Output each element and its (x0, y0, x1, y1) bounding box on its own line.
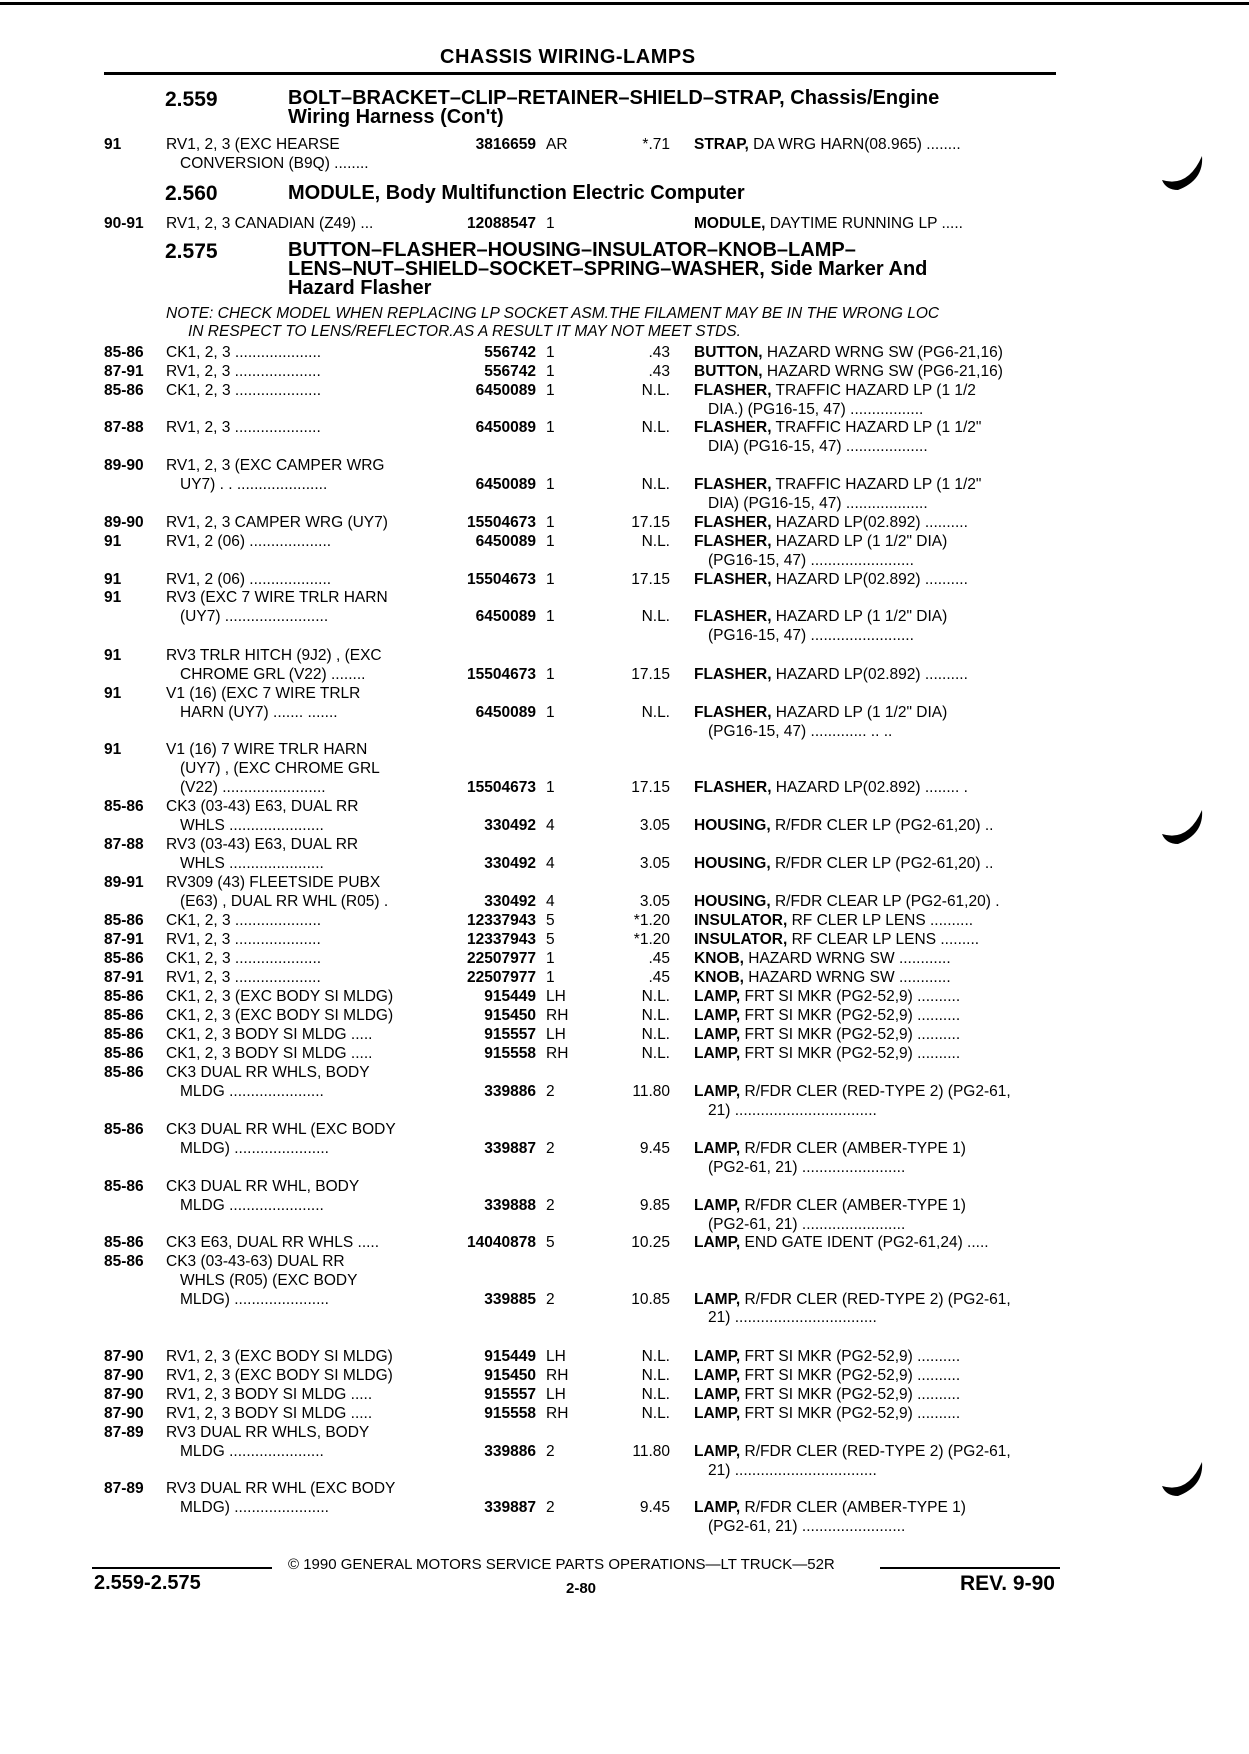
part-name: BUTTON, (694, 363, 763, 380)
model-years: 91 (104, 741, 122, 758)
price: N.L. (641, 988, 670, 1005)
model-years: 87-88 (104, 836, 144, 853)
description: LAMP, R/FDR CLER (RED-TYPE 2) (PG2-61, 21) ................................. (694, 1442, 1011, 1479)
part-name: HOUSING, (694, 854, 771, 872)
model-years: 91 (104, 647, 122, 664)
price: 17.15 (631, 514, 670, 531)
header-rule (104, 72, 1056, 75)
model-years: 85-86 (104, 1253, 144, 1270)
description: HOUSING, R/FDR CLER LP (PG2-61,20) .. (694, 816, 994, 834)
price: *1.20 (633, 912, 670, 929)
part-number: 6450089 (475, 533, 536, 550)
description: FLASHER, TRAFFIC HAZARD LP (1 1/2" DIA) (PG16-15, 47) ................... (694, 475, 982, 512)
model-years: 89-91 (104, 874, 144, 891)
part-name: FLASHER, (694, 475, 772, 493)
quantity: 4 (546, 854, 555, 872)
part-name: LAMP, (694, 1026, 741, 1043)
description: FLASHER, HAZARD LP(02.892) .......... (694, 571, 968, 588)
application: CK3 DUAL RR WHL (EXC BODY MLDG) ...................... (166, 1121, 396, 1157)
description: LAMP, R/FDR CLER (AMBER-TYPE 1) (PG2-61, 21) ........................ (694, 1196, 966, 1233)
quantity: 1 (546, 344, 555, 361)
top-border (0, 2, 1249, 5)
description: FLASHER, HAZARD LP(02.892) ........ . (694, 778, 968, 796)
application: RV1, 2, 3 (EXC BODY SI MLDG) (166, 1367, 393, 1384)
part-number: 15504673 (467, 571, 536, 588)
part-number: 330492 (484, 892, 536, 910)
quantity: 2 (546, 1139, 555, 1157)
description: FLASHER, HAZARD LP(02.892) .......... (694, 665, 968, 683)
model-years: 87-89 (104, 1480, 144, 1497)
price: N.L. (641, 475, 670, 493)
model-years: 87-89 (104, 1424, 144, 1441)
part-name: FLASHER, (694, 571, 772, 588)
quantity: 1 (546, 969, 555, 986)
part-name: FLASHER, (694, 514, 772, 531)
price: 9.85 (639, 1196, 670, 1214)
quantity: 1 (546, 363, 555, 380)
quantity: 2 (546, 1442, 555, 1460)
application: RV1, 2, 3 CAMPER WRG (UY7) (166, 514, 388, 531)
application: RV3 TRLR HITCH (9J2) , (EXC CHROME GRL (V22) ........ (166, 647, 382, 683)
model-years: 85-86 (104, 1064, 144, 1081)
part-name: STRAP, (694, 136, 749, 153)
model-years: 91 (104, 685, 122, 702)
part-name: LAMP, (694, 1290, 741, 1308)
quantity: AR (546, 136, 568, 153)
part-number: 339887 (484, 1139, 536, 1157)
part-number: 12088547 (467, 215, 536, 232)
quantity: 5 (546, 931, 555, 948)
quantity: LH (546, 1348, 566, 1365)
part-name: LAMP, (694, 1196, 741, 1214)
description: LAMP, END GATE IDENT (PG2-61,24) ..... (694, 1234, 989, 1251)
part-name: LAMP, (694, 1386, 741, 1403)
quantity: RH (546, 1045, 569, 1062)
description: LAMP, R/FDR CLER (RED-TYPE 2) (PG2-61, 21) ................................. (694, 1082, 1011, 1119)
application: RV3 (03-43) E63, DUAL RR WHLS ...................... (166, 836, 359, 872)
price: N.L. (641, 1386, 670, 1403)
model-years: 89-90 (104, 514, 144, 531)
part-name: LAMP, (694, 1139, 741, 1157)
part-name: LAMP, (694, 1498, 741, 1516)
application: V1 (16) 7 WIRE TRLR HARN (UY7) , (EXC CHROME GRL (V22) ........................ (166, 741, 380, 796)
revision: REV. 9-90 (960, 1572, 1055, 1595)
quantity: 2 (546, 1082, 555, 1100)
application: CK1, 2, 3 BODY SI MLDG ..... (166, 1045, 373, 1062)
part-number: 915558 (484, 1405, 536, 1422)
quantity: 1 (546, 419, 555, 436)
part-number: 15504673 (467, 778, 536, 796)
model-years: 87-90 (104, 1405, 144, 1422)
part-name: LAMP, (694, 1367, 741, 1384)
description: INSULATOR, RF CLEAR LP LENS ......... (694, 931, 980, 948)
part-name: LAMP, (694, 1082, 741, 1100)
part-name: LAMP, (694, 1405, 741, 1422)
model-years: 85-86 (104, 1045, 144, 1062)
application: RV309 (43) FLEETSIDE PUBX (E63) , DUAL RR WHL (R05) . (166, 874, 389, 910)
part-number: 556742 (484, 363, 536, 380)
application: CK3 DUAL RR WHL, BODY MLDG ...................... (166, 1178, 360, 1214)
section-title: MODULE, Body Multifunction Electric Computer (288, 182, 745, 204)
part-name: INSULATOR, (694, 912, 788, 929)
description: KNOB, HAZARD WRNG SW ............ (694, 950, 951, 967)
price: .43 (648, 363, 670, 380)
application: RV3 DUAL RR WHL (EXC BODY MLDG) ...................... (166, 1480, 396, 1516)
price: 11.80 (632, 1082, 670, 1100)
section-number: 2.559 (165, 88, 218, 111)
part-name: LAMP, (694, 1442, 741, 1460)
application: RV1, 2 (06) ................... (166, 571, 332, 588)
price: N.L. (641, 1348, 670, 1365)
price: N.L. (641, 419, 670, 436)
part-number: 12337943 (467, 931, 536, 948)
quantity: 1 (546, 571, 555, 588)
quantity: 5 (546, 912, 555, 929)
quantity: RH (546, 1405, 569, 1422)
application: CK1, 2, 3 (EXC BODY SI MLDG) (166, 988, 394, 1005)
price: N.L. (641, 703, 670, 721)
section-number: 2.560 (165, 182, 218, 205)
application: RV1, 2, 3 CANADIAN (Z49) ... (166, 215, 374, 232)
quantity: 1 (546, 514, 555, 531)
price: 17.15 (631, 778, 670, 796)
application: CK1, 2, 3 .................... (166, 912, 322, 929)
price: N.L. (641, 1367, 670, 1384)
description: LAMP, FRT SI MKR (PG2-52,9) .......... (694, 988, 961, 1005)
description: FLASHER, TRAFFIC HAZARD LP (1 1/2" DIA) (PG16-15, 47) ................... (694, 419, 982, 455)
description: LAMP, FRT SI MKR (PG2-52,9) .......... (694, 1045, 961, 1062)
part-number: 6450089 (475, 419, 536, 436)
description: LAMP, R/FDR CLER (AMBER-TYPE 1) (PG2-61, 21) ........................ (694, 1498, 966, 1535)
model-years: 87-91 (104, 363, 144, 380)
model-years: 87-90 (104, 1386, 144, 1403)
price: N.L. (641, 1405, 670, 1422)
part-number: 12337943 (467, 912, 536, 929)
application: RV1, 2, 3 (EXC HEARSE CONVERSION (B9Q) ........ (166, 136, 369, 172)
description: FLASHER, HAZARD LP (1 1/2" DIA) (PG16-15, 47) ............. .. .. (694, 703, 948, 740)
application: CK1, 2, 3 BODY SI MLDG ..... (166, 1026, 373, 1043)
application: RV1, 2, 3 .................... (166, 931, 321, 948)
model-years: 91 (104, 136, 122, 153)
model-years: 85-86 (104, 382, 144, 399)
price: 10.25 (631, 1234, 670, 1251)
part-name: LAMP, (694, 1348, 741, 1365)
price: N.L. (641, 1007, 670, 1024)
description: STRAP, DA WRG HARN(08.965) ........ (694, 136, 961, 153)
quantity: 1 (546, 533, 555, 550)
part-name: FLASHER, (694, 607, 772, 625)
price: 17.15 (631, 665, 670, 683)
price: N.L. (641, 1045, 670, 1062)
description: HOUSING, R/FDR CLER LP (PG2-61,20) .. (694, 854, 994, 872)
part-number: 6450089 (475, 475, 536, 493)
part-name: LAMP, (694, 988, 741, 1005)
part-number: 339885 (484, 1290, 536, 1308)
application: RV3 (EXC 7 WIRE TRLR HARN (UY7) ........................ (166, 589, 388, 625)
description: BUTTON, HAZARD WRNG SW (PG6-21,16) (694, 363, 1003, 380)
quantity: 5 (546, 1234, 555, 1251)
part-name: FLASHER, (694, 665, 772, 683)
application: RV1, 2, 3 .................... (166, 969, 321, 986)
part-number: 339887 (484, 1498, 536, 1516)
part-name: HOUSING, (694, 816, 771, 834)
application: CK1, 2, 3 (EXC BODY SI MLDG) (166, 1007, 394, 1024)
application: CK3 (03-43-63) DUAL RR WHLS (R05) (EXC BODY MLDG) ...................... (166, 1253, 358, 1308)
description: LAMP, FRT SI MKR (PG2-52,9) .......... (694, 1007, 961, 1024)
quantity: 2 (546, 1498, 555, 1516)
footer-copyright: © 1990 GENERAL MOTORS SERVICE PARTS OPERATIONS—LT TRUCK—52R (288, 1556, 835, 1573)
application: CK1, 2, 3 .................... (166, 950, 322, 967)
price: .43 (648, 344, 670, 361)
description: LAMP, FRT SI MKR (PG2-52,9) .......... (694, 1348, 961, 1365)
part-number: 339886 (484, 1442, 536, 1460)
quantity: 2 (546, 1196, 555, 1214)
part-name: BUTTON, (694, 344, 763, 361)
model-years: 87-90 (104, 1367, 144, 1384)
quantity: 1 (546, 665, 555, 683)
part-number: 339888 (484, 1196, 536, 1214)
price: *1.20 (633, 931, 670, 948)
model-years: 91 (104, 533, 122, 550)
price: .45 (648, 950, 670, 967)
part-number: 915558 (484, 1045, 536, 1062)
description: MODULE, DAYTIME RUNNING LP ..... (694, 215, 963, 232)
footer-rule (92, 1567, 272, 1569)
description: LAMP, R/FDR CLER (AMBER-TYPE 1) (PG2-61, 21) ........................ (694, 1139, 966, 1176)
section-title: BOLT–BRACKET–CLIP–RETAINER–SHIELD–STRAP, Chassis/Engine Wiring Harness (Con't) (288, 87, 940, 128)
quantity: 1 (546, 475, 555, 493)
page-title: CHASSIS WIRING-LAMPS (440, 46, 696, 68)
model-years: 87-90 (104, 1348, 144, 1365)
quantity: RH (546, 1007, 569, 1024)
part-number: 6450089 (475, 382, 536, 399)
application: RV1, 2, 3 .................... (166, 419, 321, 436)
quantity: 1 (546, 607, 555, 625)
part-number: 3816659 (475, 136, 536, 153)
part-name: KNOB, (694, 950, 744, 967)
model-years: 85-86 (104, 988, 144, 1005)
application: CK1, 2, 3 .................... (166, 344, 322, 361)
application: RV1, 2, 3 BODY SI MLDG ..... (166, 1386, 373, 1403)
part-number: 915450 (484, 1007, 536, 1024)
application: RV1, 2, 3 (EXC BODY SI MLDG) (166, 1348, 393, 1365)
section-number: 2.575 (165, 240, 218, 263)
model-years: 85-86 (104, 1121, 144, 1138)
quantity: 2 (546, 1290, 555, 1308)
part-number: 915449 (484, 1348, 536, 1365)
model-years: 85-86 (104, 912, 144, 929)
description: LAMP, FRT SI MKR (PG2-52,9) .......... (694, 1026, 961, 1043)
part-number: 22507977 (467, 969, 536, 986)
quantity: 4 (546, 892, 555, 910)
price: 9.45 (639, 1498, 670, 1516)
application: V1 (16) (EXC 7 WIRE TRLR HARN (UY7) ....... ....... (166, 685, 361, 721)
price: 3.05 (639, 854, 670, 872)
part-name: FLASHER, (694, 382, 772, 399)
model-years: 85-86 (104, 1178, 144, 1195)
note: NOTE: CHECK MODEL WHEN REPLACING LP SOCKET ASM.THE FILAMENT MAY BE IN THE WRONG LOC IN RESPECT TO LENS/REFLECTOR.AS A RESULT IT MAY NOT MEET STDS. (166, 305, 940, 340)
part-name: LAMP, (694, 1234, 741, 1251)
page-number: 2-80 (566, 1580, 597, 1597)
section-title: BUTTON–FLASHER–HOUSING–INSULATOR–KNOB–LAMP– LENS–NUT–SHIELD–SOCKET–SPRING–WASHER, Side Marker And Hazard Flasher (288, 239, 928, 299)
description: HOUSING, R/FDR CLEAR LP (PG2-61,20) . (694, 892, 1000, 910)
part-name: LAMP, (694, 1045, 741, 1062)
description: KNOB, HAZARD WRNG SW ............ (694, 969, 951, 986)
model-years: 87-91 (104, 931, 144, 948)
quantity: 1 (546, 703, 555, 721)
price: N.L. (641, 1026, 670, 1043)
part-name: KNOB, (694, 969, 744, 986)
part-number: 14040878 (467, 1234, 536, 1251)
part-number: 15504673 (467, 514, 536, 531)
description: FLASHER, TRAFFIC HAZARD LP (1 1/2 DIA.) (PG16-15, 47) ................. (694, 382, 976, 418)
part-number: 915449 (484, 988, 536, 1005)
model-years: 85-86 (104, 1026, 144, 1043)
description: LAMP, R/FDR CLER (RED-TYPE 2) (PG2-61, 21) ................................. (694, 1290, 1011, 1327)
model-years: 87-91 (104, 969, 144, 986)
description: LAMP, FRT SI MKR (PG2-52,9) .......... (694, 1367, 961, 1384)
description: BUTTON, HAZARD WRNG SW (PG6-21,16) (694, 344, 1003, 361)
price: 9.45 (639, 1139, 670, 1157)
part-number: 915557 (484, 1026, 536, 1043)
part-number: 330492 (484, 854, 536, 872)
quantity: 1 (546, 778, 555, 796)
description: LAMP, FRT SI MKR (PG2-52,9) .......... (694, 1405, 961, 1422)
part-number: 330492 (484, 816, 536, 834)
quantity: 1 (546, 950, 555, 967)
binder-hole-mark (1158, 800, 1208, 850)
price: 3.05 (639, 892, 670, 910)
price: N.L. (641, 533, 670, 550)
model-years: 87-88 (104, 419, 144, 436)
part-number: 915557 (484, 1386, 536, 1403)
part-number: 339886 (484, 1082, 536, 1100)
part-number: 556742 (484, 344, 536, 361)
footer-rule (880, 1567, 1060, 1569)
price: 10.85 (631, 1290, 670, 1308)
part-name: FLASHER, (694, 703, 772, 721)
quantity: 1 (546, 215, 555, 232)
model-years: 85-86 (104, 1234, 144, 1251)
part-name: FLASHER, (694, 419, 772, 436)
model-years: 91 (104, 571, 122, 588)
part-name: MODULE, (694, 215, 766, 232)
model-years: 90-91 (104, 215, 144, 232)
part-name: HOUSING, (694, 892, 771, 910)
application: RV1, 2 (06) ................... (166, 533, 332, 550)
part-number: 15504673 (467, 665, 536, 683)
model-years: 85-86 (104, 950, 144, 967)
quantity: LH (546, 988, 566, 1005)
price: .45 (648, 969, 670, 986)
description: FLASHER, HAZARD LP (1 1/2" DIA) (PG16-15, 47) ........................ (694, 533, 948, 569)
binder-hole-mark (1158, 1452, 1208, 1502)
application: RV1, 2, 3 .................... (166, 363, 321, 380)
price: N.L. (641, 382, 670, 399)
application: RV1, 2, 3 (EXC CAMPER WRG UY7) . . ..................... (166, 457, 385, 493)
price: 17.15 (631, 571, 670, 588)
application: RV1, 2, 3 BODY SI MLDG ..... (166, 1405, 373, 1422)
binder-hole-mark (1158, 146, 1208, 196)
application: CK3 E63, DUAL RR WHLS ..... (166, 1234, 380, 1251)
application: RV3 DUAL RR WHLS, BODY MLDG ...................... (166, 1424, 370, 1460)
model-years: 85-86 (104, 1007, 144, 1024)
price: 3.05 (639, 816, 670, 834)
model-years: 89-90 (104, 457, 144, 474)
part-name: INSULATOR, (694, 931, 788, 948)
price: N.L. (641, 607, 670, 625)
model-years: 91 (104, 589, 122, 606)
price: *.71 (642, 136, 670, 153)
description: LAMP, FRT SI MKR (PG2-52,9) .......... (694, 1386, 961, 1403)
part-number: 22507977 (467, 950, 536, 967)
application: CK1, 2, 3 .................... (166, 382, 322, 399)
description: FLASHER, HAZARD LP (1 1/2" DIA) (PG16-15, 47) ........................ (694, 607, 948, 644)
price: 11.80 (632, 1442, 670, 1460)
part-number: 915450 (484, 1367, 536, 1384)
application: CK3 (03-43) E63, DUAL RR WHLS ...................... (166, 798, 359, 834)
quantity: LH (546, 1386, 566, 1403)
part-number: 6450089 (475, 607, 536, 625)
quantity: RH (546, 1367, 569, 1384)
description: FLASHER, HAZARD LP(02.892) .......... (694, 514, 968, 531)
description: INSULATOR, RF CLER LP LENS .......... (694, 912, 974, 929)
part-name: FLASHER, (694, 778, 772, 796)
quantity: LH (546, 1026, 566, 1043)
quantity: 1 (546, 382, 555, 399)
part-number: 6450089 (475, 703, 536, 721)
quantity: 4 (546, 816, 555, 834)
footer-section-range: 2.559-2.575 (94, 1572, 201, 1594)
model-years: 85-86 (104, 344, 144, 361)
application: CK3 DUAL RR WHLS, BODY MLDG ...................... (166, 1064, 370, 1100)
part-name: FLASHER, (694, 533, 772, 550)
part-name: LAMP, (694, 1007, 741, 1024)
model-years: 85-86 (104, 798, 144, 815)
